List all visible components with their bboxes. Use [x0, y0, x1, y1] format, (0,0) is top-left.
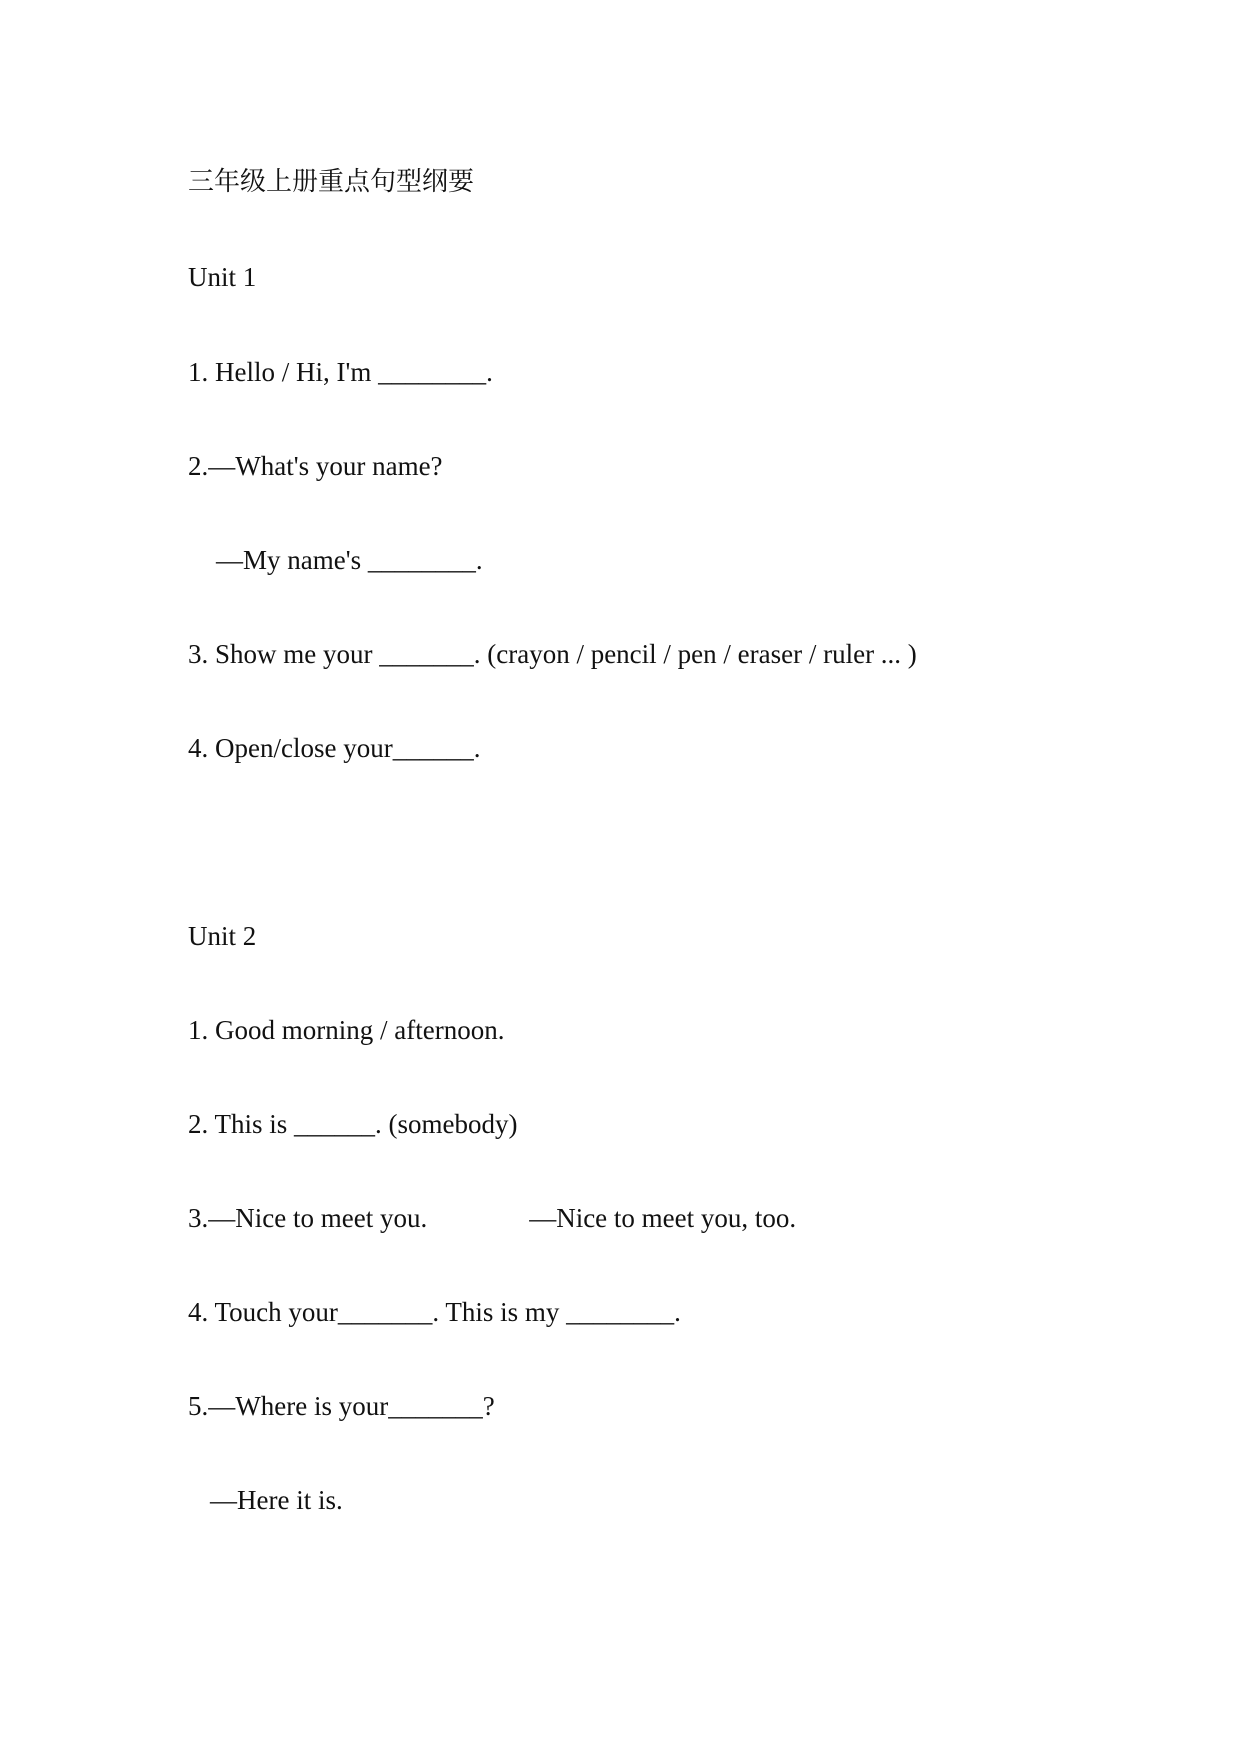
unit-2-sentence-3-question: 3.—Nice to meet you.	[188, 1203, 428, 1233]
unit-2-sentence-1: 1. Good morning / afternoon.	[188, 1015, 505, 1045]
unit-1-sentence-3: 3. Show me your _______. (crayon / pencil / pen / eraser / ruler ... )	[188, 639, 917, 669]
unit-1-sentence-2-answer: —My name's ________.	[216, 545, 483, 575]
page-title: 三年级上册重点句型纲要	[188, 167, 475, 197]
unit-2-sentence-3-answer: —Nice to meet you, too.	[529, 1203, 797, 1233]
unit-2-sentence-3	[188, 1201, 796, 1235]
unit-2-sentence-4: 4. Touch your_______. This is my ________.	[188, 1297, 681, 1327]
unit-2-sentence-2: 2. This is ______. (somebody)	[188, 1109, 518, 1139]
unit-1-sentence-1: 1. Hello / Hi, I'm ________.	[188, 357, 493, 387]
unit-1-sentence-4: 4. Open/close your______.	[188, 733, 481, 763]
unit-2-heading: Unit 2	[188, 921, 257, 951]
unit-1-heading: Unit 1	[188, 262, 257, 292]
unit-1-sentence-2-question: 2.—What's your name?	[188, 451, 443, 481]
unit-2-sentence-5-question: 5.—Where is your_______?	[188, 1391, 495, 1421]
unit-2-sentence-5-answer: —Here it is.	[210, 1485, 343, 1515]
